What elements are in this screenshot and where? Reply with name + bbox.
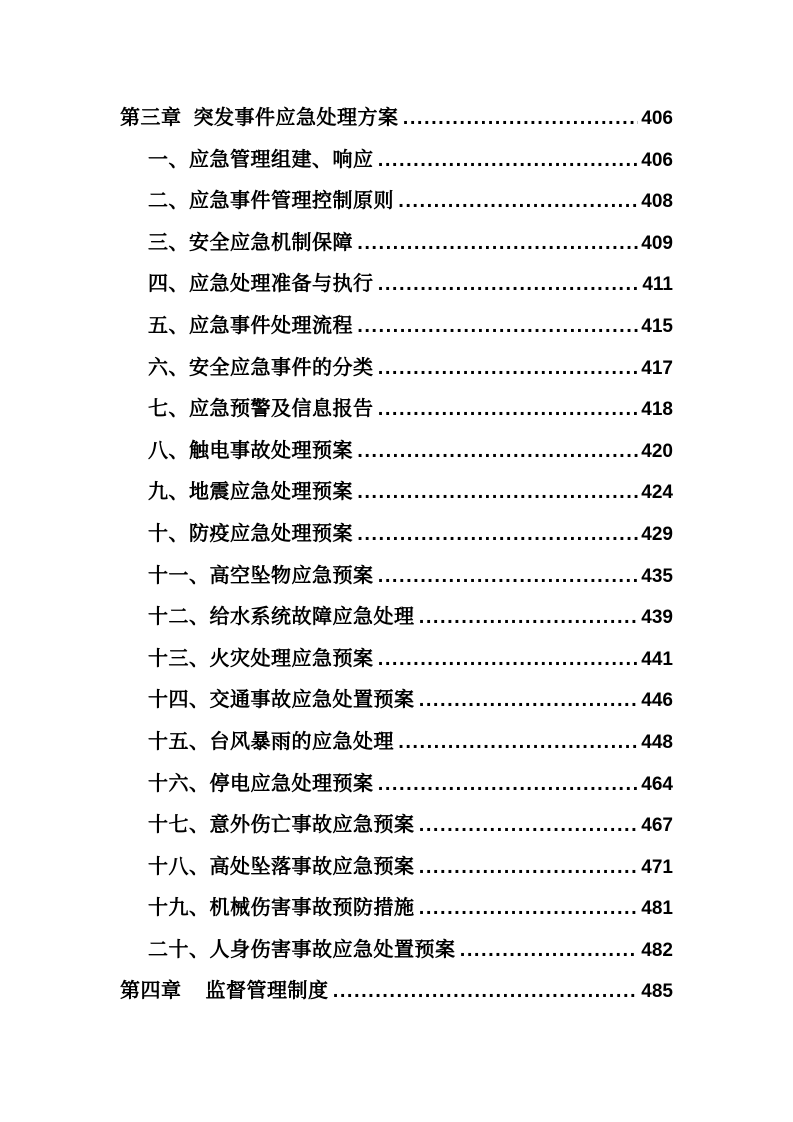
toc-item[interactable] bbox=[120, 430, 673, 472]
toc-page-number: 429 bbox=[641, 523, 673, 545]
toc-item-title: 十七、意外伤亡事故应急预案 bbox=[148, 812, 415, 837]
toc-leader-dots bbox=[378, 639, 639, 681]
toc-item[interactable] bbox=[120, 929, 673, 971]
toc-item[interactable] bbox=[120, 263, 673, 305]
toc-leader-dots bbox=[419, 888, 639, 930]
toc-leader-dots bbox=[357, 472, 638, 514]
toc-item-title: 十六、停电应急处理预案 bbox=[148, 770, 374, 795]
toc-chapter-title bbox=[120, 970, 329, 1012]
toc-leader-dots bbox=[357, 514, 638, 556]
toc-item-title: 七、应急预警及信息报告 bbox=[148, 396, 374, 421]
toc-item-title: 一、应急管理组建、响应 bbox=[148, 146, 374, 171]
toc-item[interactable] bbox=[120, 721, 673, 763]
toc-leader-dots bbox=[378, 140, 639, 182]
toc-item[interactable] bbox=[120, 804, 673, 846]
toc-leader-dots bbox=[419, 680, 639, 722]
toc-chapter-title bbox=[120, 97, 399, 139]
toc-leader-dots bbox=[398, 722, 638, 764]
toc-item-title: 五、应急事件处理流程 bbox=[148, 312, 353, 337]
toc-page-number: 424 bbox=[641, 482, 673, 504]
toc-page-number: 418 bbox=[641, 399, 673, 421]
toc-item[interactable] bbox=[120, 347, 673, 389]
toc-leader-dots bbox=[378, 764, 639, 806]
toc-page-number: 471 bbox=[641, 856, 673, 878]
toc-item[interactable] bbox=[120, 180, 673, 222]
toc-leader-dots bbox=[419, 847, 639, 889]
toc-page-number: 411 bbox=[642, 274, 673, 296]
toc-item[interactable] bbox=[120, 305, 673, 347]
toc-chapter-3[interactable] bbox=[120, 97, 673, 139]
toc-page-number: 417 bbox=[641, 357, 673, 379]
toc-item[interactable] bbox=[120, 638, 673, 680]
toc-leader-dots bbox=[357, 431, 638, 473]
toc-item[interactable] bbox=[120, 388, 673, 430]
toc-leader-dots bbox=[378, 556, 639, 598]
toc-page-number: 420 bbox=[641, 440, 673, 462]
toc-item-title: 十、防疫应急处理预案 bbox=[148, 520, 353, 545]
toc-page-number: 441 bbox=[641, 648, 673, 670]
toc-page-number: 409 bbox=[641, 232, 673, 254]
toc-page-number: 446 bbox=[641, 690, 673, 712]
toc-page-number: 406 bbox=[641, 149, 673, 171]
toc-item[interactable] bbox=[120, 596, 673, 638]
toc-item[interactable] bbox=[120, 763, 673, 805]
toc-item-title: 二十、人身伤害事故应急处置预案 bbox=[148, 936, 456, 961]
toc-item[interactable] bbox=[120, 679, 673, 721]
toc-leader-dots bbox=[398, 181, 638, 223]
toc-leader-dots bbox=[378, 264, 640, 306]
toc-page-number: 415 bbox=[641, 315, 673, 337]
toc-leader-dots bbox=[419, 805, 639, 847]
toc-item-title: 九、地震应急处理预案 bbox=[148, 479, 353, 504]
toc-leader-dots bbox=[333, 971, 639, 1013]
chapter-number: 第四章 bbox=[120, 978, 182, 1003]
chapter-number: 第三章 bbox=[120, 105, 182, 129]
toc-item[interactable] bbox=[120, 513, 673, 555]
toc-item-title: 八、触电事故处理预案 bbox=[148, 437, 353, 462]
toc-page-number: 482 bbox=[641, 939, 673, 961]
toc-chapter-4[interactable] bbox=[120, 970, 673, 1012]
toc-item-title: 四、应急处理准备与执行 bbox=[148, 271, 374, 296]
toc-leader-dots bbox=[378, 348, 639, 390]
toc-leader-dots bbox=[460, 930, 639, 972]
toc-item-title: 三、安全应急机制保障 bbox=[148, 229, 353, 254]
chapter-name: 监督管理制度 bbox=[205, 978, 329, 1003]
toc-page-number: 406 bbox=[641, 108, 673, 129]
toc-item-title: 十五、台风暴雨的应急处理 bbox=[148, 728, 394, 753]
toc-page-number: 467 bbox=[641, 815, 673, 837]
toc-item-title: 十四、交通事故应急处置预案 bbox=[148, 687, 415, 712]
toc-leader-dots bbox=[357, 223, 638, 265]
toc-leader-dots bbox=[378, 389, 639, 431]
toc-leader-dots bbox=[403, 98, 639, 140]
toc-page-number: 448 bbox=[641, 731, 673, 753]
toc-leader-dots bbox=[419, 597, 639, 639]
toc-item[interactable] bbox=[120, 846, 673, 888]
toc-item-title: 十二、给水系统故障应急处理 bbox=[148, 604, 415, 629]
table-of-contents bbox=[120, 97, 673, 1012]
toc-page-number: 485 bbox=[641, 981, 673, 1003]
toc-item[interactable] bbox=[120, 555, 673, 597]
toc-item-title: 十三、火灾处理应急预案 bbox=[148, 645, 374, 670]
toc-page-number: 408 bbox=[641, 191, 673, 213]
toc-item-title: 二、应急事件管理控制原则 bbox=[148, 188, 394, 213]
toc-item-title: 六、安全应急事件的分类 bbox=[148, 354, 374, 379]
toc-item-title: 十九、机械伤害事故预防措施 bbox=[148, 895, 415, 920]
toc-page-number: 464 bbox=[641, 773, 673, 795]
toc-item[interactable] bbox=[120, 222, 673, 264]
toc-item[interactable] bbox=[120, 471, 673, 513]
toc-page-number: 435 bbox=[641, 565, 673, 587]
toc-leader-dots bbox=[357, 306, 638, 348]
toc-item[interactable] bbox=[120, 887, 673, 929]
toc-page-number: 481 bbox=[641, 898, 673, 920]
toc-item-title: 十一、高空坠物应急预案 bbox=[148, 562, 374, 587]
chapter-name: 突发事件应急处理方案 bbox=[193, 105, 399, 129]
toc-page-number: 439 bbox=[641, 607, 673, 629]
toc-item-title: 十八、高处坠落事故应急预案 bbox=[148, 853, 415, 878]
toc-item[interactable] bbox=[120, 139, 673, 181]
